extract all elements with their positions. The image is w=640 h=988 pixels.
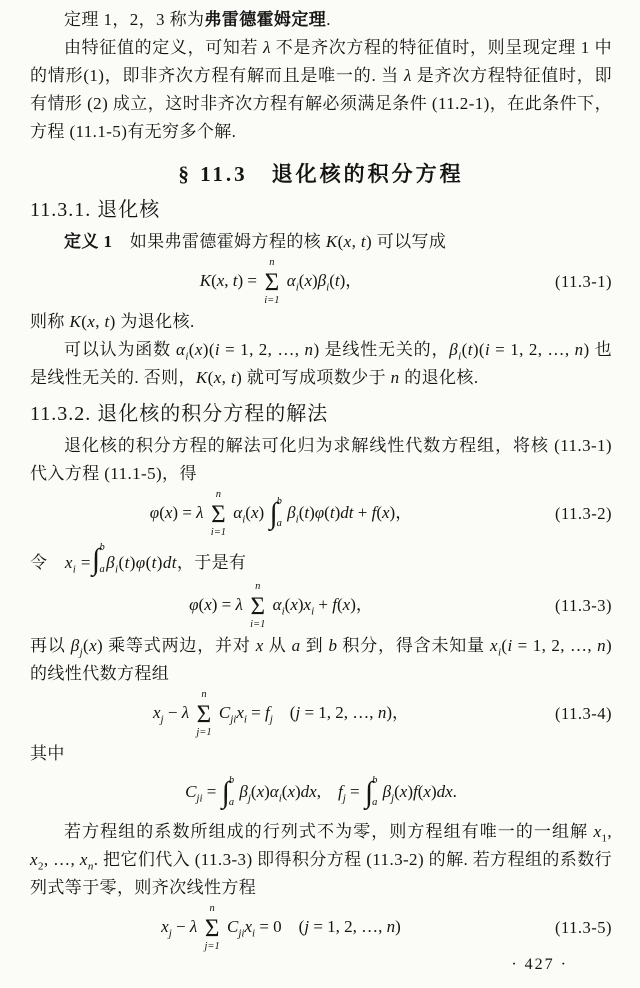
sigma-icon: Σ [264,268,280,296]
math-rhs: $\beta_j(x)f(x)dx$. [382,781,457,805]
summation-operator [264,258,279,306]
equation-body [30,490,532,538]
equation-body [30,777,612,809]
integral-icon: ∫ [91,543,101,576]
math-rhs: $\beta_i(t)\varphi(t)dt$，于是有 [106,552,247,575]
equation-11-3-4 [30,690,612,738]
paragraph-multiply-integrate: 再以 $\beta_j(x)$ 乘等式两边，并对 x 从 a 到 b 积分，得含未知量 $x_i(i = 1$, 2, …, n) 的线性代数方程组 [30,636,613,683]
math-rhs: $C_{ji}x_i = f_j$ (j = 1, 2, …, n)， [218,702,409,726]
math-lhs: $x_j - \lambda$ [161,916,198,940]
text-run: 如果弗雷德霍姆方程的核 K(x, t) 可以写成 [112,232,447,251]
sum-lower-limit: i=1 [210,526,227,538]
equation-body [30,904,532,952]
summation-operator [204,904,219,952]
text-run: . [326,10,331,29]
integral-upper-limit: b [372,775,378,787]
equation-11-3-1 [30,258,612,306]
sigma-icon: Σ [196,700,212,728]
math-lhs: $C_{ji}$ = [185,781,221,805]
integral-operator [269,498,281,530]
sum-upper-limit: n [255,581,261,592]
sum-lower-limit: j=1 [204,940,220,952]
math-rhs: $\beta_i(t)\varphi(t)dt + f(x)$， [287,502,413,526]
integral-icon: ∫ [269,497,278,530]
definition-label: 定义 1 [64,232,113,251]
integral-lower-limit: a [99,563,106,575]
math-mid: $\beta_j(x)\alpha_i(x)dx$, $f_j$ = [239,781,364,805]
page-number: · 427 · [511,956,568,973]
math-lhs: φ(x) = λ [149,502,204,522]
math-rhs: $\alpha_i(x)x_i + f(x)$， [272,594,373,618]
sigma-icon: Σ [250,592,266,620]
paragraph-definition-1 [30,228,612,256]
equation-11-3-2 [30,490,612,538]
math-lhs: 令 $x_i$ = [30,552,91,575]
integral-upper-limit: b [276,496,282,507]
paragraph-solution-method-intro: 退化核的积分方程的解法可化归为求解线性代数方程组，将核 (11.3-1) 代入方程 (11.1-5)，得 [30,436,612,483]
integral-lower-limit: a [228,796,235,808]
sum-lower-limit: i=1 [250,618,266,630]
equation-number: (11.3-3) [555,596,612,615]
paragraph-linear-independence: 可以认为函数 $\alpha_i(x)(i = 1$, 2, …, n) 是线性无关的，$\beta_i(t)(i = 1$, 2, …, n) 也是线性无关的. 否则，K(x, t) 就可写成项数少于 n 的退化核. [30,340,612,387]
paragraph-theorem-naming [30,6,612,34]
equation-number: (11.3-2) [555,504,612,523]
math-rhs: $\alpha_i(x)\beta_i(t)$， [286,270,363,294]
equation-11-3-3 [30,582,612,630]
integral-upper-limit: b [228,775,235,787]
integral-upper-limit: b [99,542,106,553]
section-heading-11-3: § 11.3 退化核的积分方程 [178,162,464,186]
paragraph-kernel-named: 则称 K(x, t) 为退化核. [30,312,195,331]
math-rhs: $C_{ji}x_i = 0$ (j = 1, 2, …, n) [227,916,401,940]
integral-lower-limit: a [372,796,378,808]
integral-operator [365,777,377,809]
text-run: 定理 1，2，3 称为 [64,10,205,29]
summation-operator [211,490,226,538]
sum-upper-limit: n [269,257,275,268]
equation-coefficients [30,770,612,816]
integral-lower-limit: a [276,517,282,529]
equation-body [30,690,532,738]
equation-11-3-5 [30,904,612,952]
equation-body [30,582,532,630]
equation-body [30,258,532,306]
math-lhs: φ(x) = λ [189,594,243,614]
paragraph-eigenvalue-cases: 由特征值的定义，可知若 λ 不是齐次方程的特征值时，则呈现定理 1 中的情形(1)，即非齐次方程有解而且是唯一的. 当 λ 是齐次方程特征值时，即有情形 (2) 成立，这时非齐次方程有解必须满足条件 (11.2-1)，在此条件下，方程 (11.1-5)有无穷多个解. [30,38,612,141]
integral-icon: ∫ [221,776,230,810]
summation-operator [196,690,211,738]
term-fredholm-theorem: 弗雷德霍姆定理 [204,10,327,29]
sum-upper-limit: n [209,903,215,914]
paragraph-substitution-let [30,540,612,580]
sum-lower-limit: i=1 [264,294,280,306]
math-mid: $\alpha_i(x)$ [233,502,269,526]
subsection-heading-11-3-2: 11.3.2. 退化核的积分方程的解法 [30,403,329,425]
math-lhs: $x_j - \lambda$ [153,702,190,726]
summation-operator [250,582,265,630]
sigma-icon: Σ [204,914,220,942]
paragraph-where-label: 其中 [30,744,65,763]
integral-icon: ∫ [364,776,374,810]
paragraph-determinant-discussion: 若方程组的系数所组成的行列式不为零，则方程组有唯一的一组解 $x_1$, $x_2$, …, $x_n$. 把它们代入 (11.3-3) 即得积分方程 (11.3-2) 的解. 若方程组的系数行列式等于零，则齐次线性方程 [30,822,612,897]
equation-number: (11.3-1) [555,272,612,291]
integral-operator [222,777,234,809]
equation-number: (11.3-4) [555,704,612,723]
integral-operator [92,544,105,576]
equation-number: (11.3-5) [555,918,612,937]
sigma-icon: Σ [211,500,226,528]
math-lhs: K(x, t) = [199,270,262,290]
sum-upper-limit: n [201,689,207,700]
subsection-heading-11-3-1: 11.3.1. 退化核 [30,199,161,221]
sum-lower-limit: j=1 [196,726,212,738]
sum-upper-limit: n [215,489,222,500]
